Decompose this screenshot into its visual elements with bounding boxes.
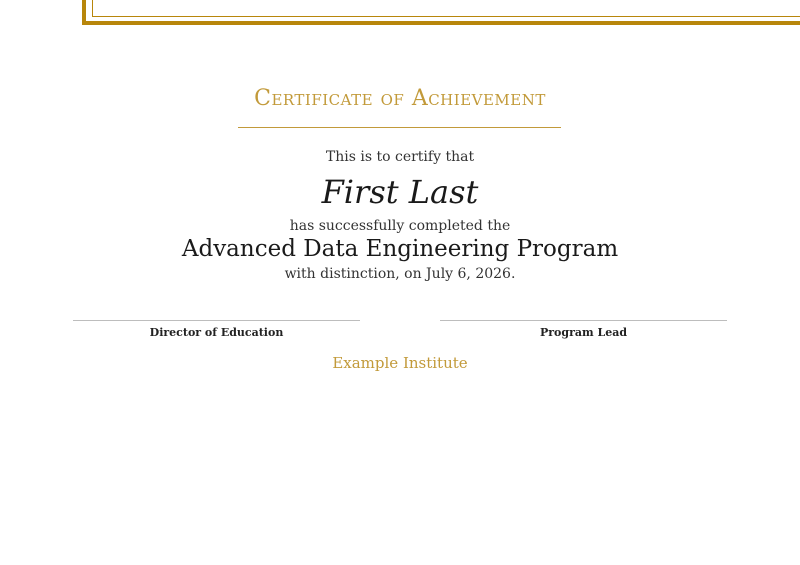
- title-divider: [238, 127, 561, 128]
- certificate-title: Certificate of Achievement: [254, 86, 546, 111]
- signature-label-director: Director of Education: [149, 326, 284, 339]
- institute-name: Example Institute: [332, 354, 468, 372]
- program-name: Advanced Data Engineering Program: [181, 236, 619, 262]
- intro-text: This is to certify that: [325, 149, 475, 165]
- signature-line-program-lead: [440, 320, 727, 321]
- certificate-border-inner: [92, 0, 800, 17]
- signature-line-director: [73, 320, 360, 321]
- distinction-text: with distinction, on July 6, 2026.: [284, 266, 516, 282]
- completed-text: has successfully completed the: [289, 218, 511, 234]
- signature-label-program-lead: Program Lead: [539, 326, 628, 339]
- recipient-name: First Last: [321, 173, 479, 211]
